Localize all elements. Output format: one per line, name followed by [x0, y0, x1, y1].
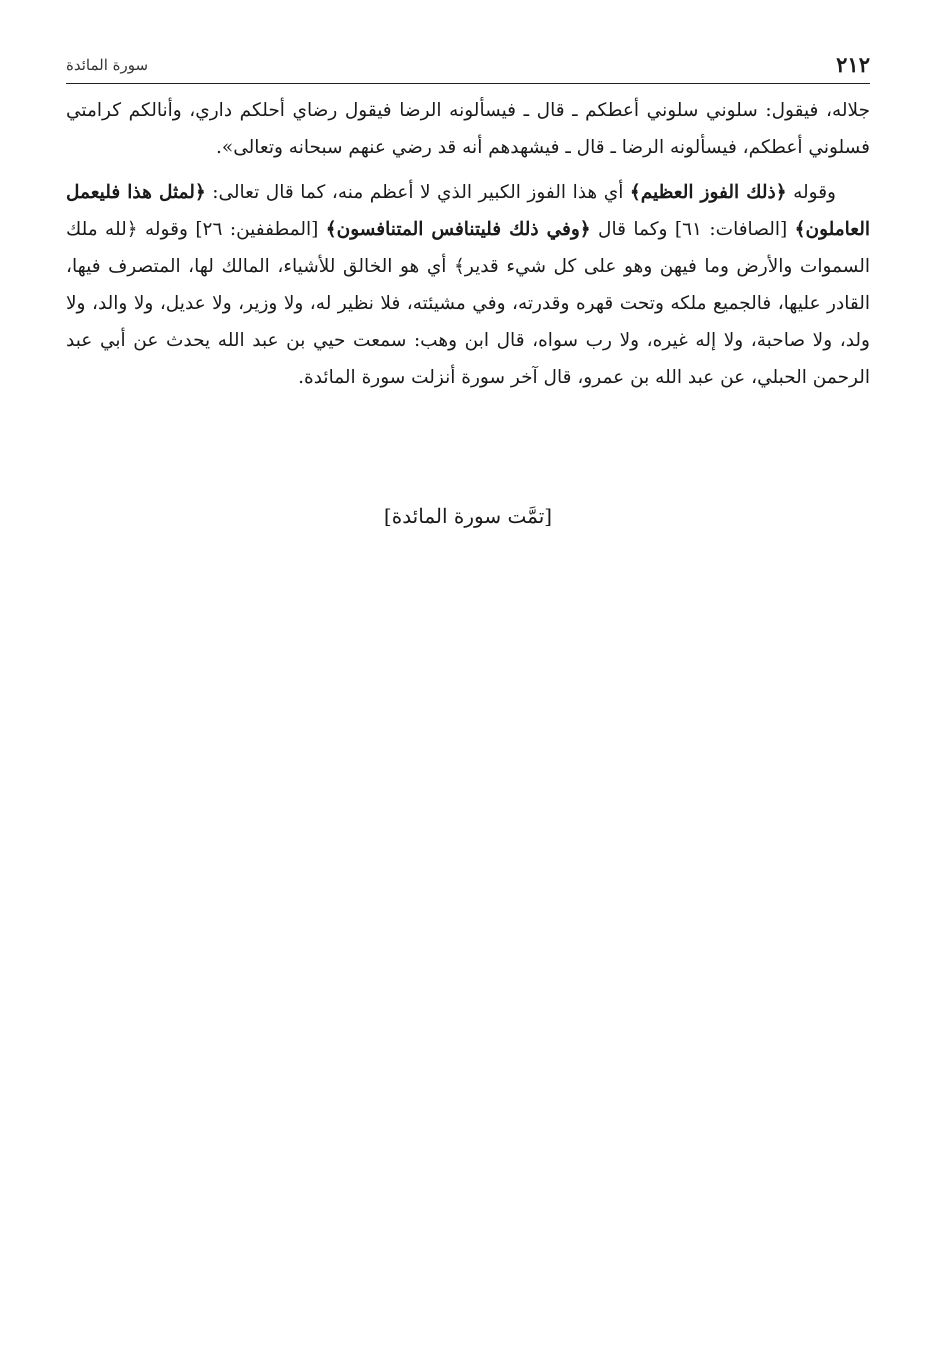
quran-quote-plain: ﴿لله ملك السموات والأرض وما فيهن وهو على كل شيء قدير﴾	[66, 219, 870, 277]
quran-quote: ﴿وفي ذلك فليتنافس المتنافسون﴾	[325, 219, 591, 240]
header-rule	[66, 83, 870, 84]
paragraph-2	[66, 174, 870, 396]
text-segment: [المطففين: ٢٦] وقوله	[137, 219, 326, 240]
running-title: سورة المائدة	[66, 56, 149, 74]
page-number: ٢١٢	[836, 52, 870, 77]
quran-quote: ﴿لمثل هذا فليعمل العاملون﴾	[66, 182, 871, 240]
paragraph-1: جلاله، فيقول: سلوني سلوني أعطكم ـ قال ـ فيسألونه الرضا فيقول رضاي أحلكم داري، وأنالكم كرامتي فسلوني أعطكم، فيسألونه الرضا ـ قال ـ فيشهدهم أنه قد رضي عنهم سبحانه وتعالى».	[66, 100, 870, 158]
quran-quote: ﴿ذلك الفوز العظيم﴾	[629, 182, 787, 203]
surah-end-marker: [تمَّت سورة المائدة]	[383, 504, 553, 528]
page-body	[66, 92, 870, 396]
text-segment: [الصافات: ٦١] وكما قال	[590, 219, 795, 240]
page-header	[66, 52, 870, 80]
text-segment: أي هذا الفوز الكبير الذي لا أعظم منه، كما قال تعالى:	[205, 182, 630, 203]
text-segment: أي هو الخالق للأشياء، المالك لها، المتصرف فيها، القادر عليها، فالجميع ملكه وتحت قهره وقدرته، وفي مشيئته، فلا نظير له، ولا وزير، ولا عديل، ولا والد، ولا ولد، ولا صاحبة، ولا إله غيره، ولا رب سواه، قال ابن وهب: سمعت حيي بن عبد الله يحدث عن أبي عبد الرحمن الحبلي، عن عبد الله بن عمرو، قال آخر سورة أنزلت سورة المائدة.	[66, 256, 870, 388]
text-segment: وقوله	[786, 182, 836, 203]
